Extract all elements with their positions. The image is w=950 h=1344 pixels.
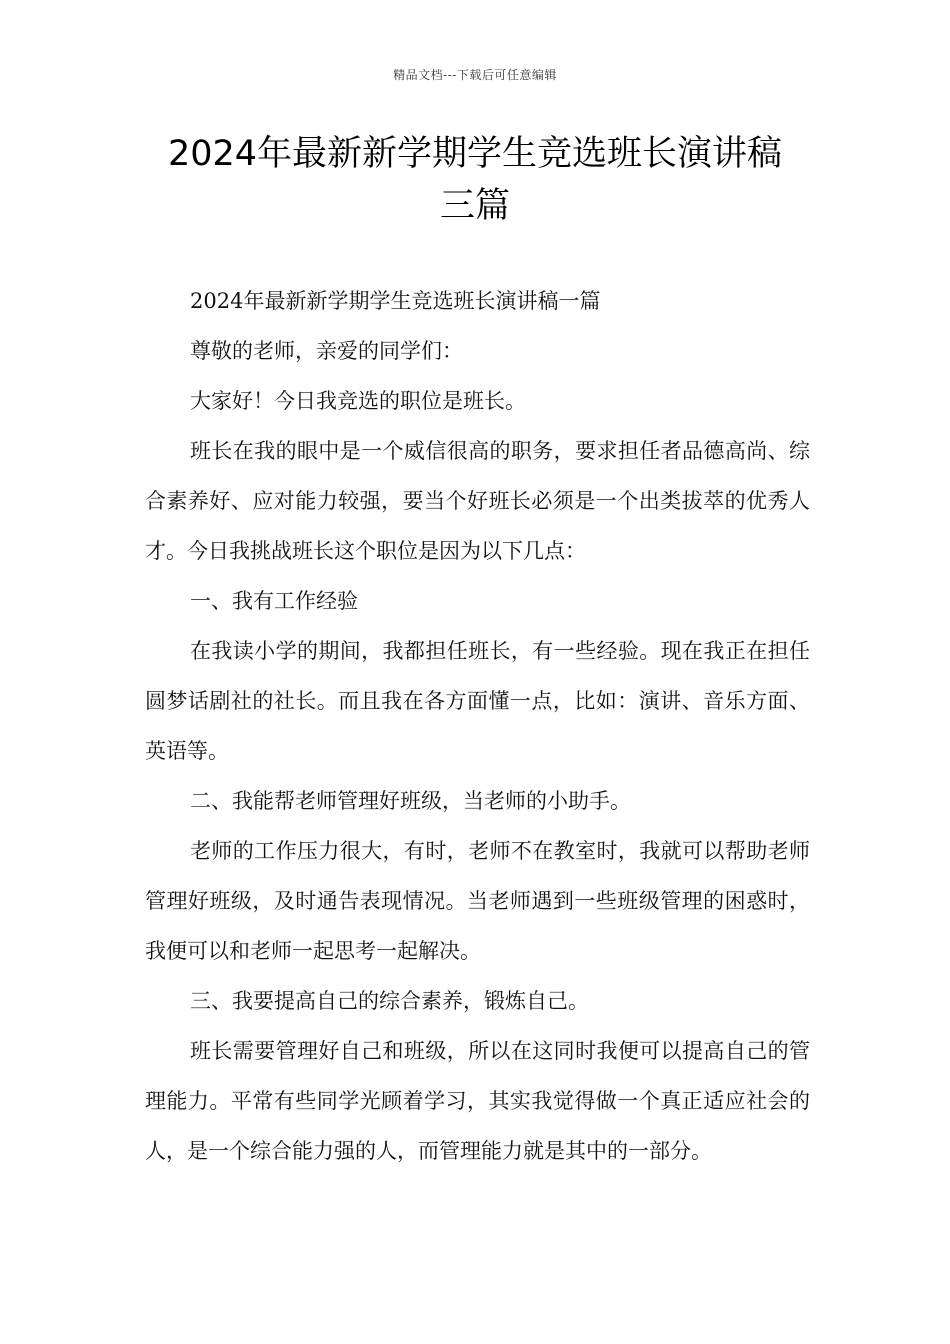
salutation: 尊敬的老师，亲爱的同学们： — [190, 339, 463, 363]
document-title — [100, 128, 850, 232]
section-heading-speech-one: 2024年最新新学期学生竞选班长演讲稿一篇 — [190, 289, 601, 313]
greeting: 大家好！今日我竞选的职位是班长。 — [190, 389, 526, 413]
title-line-1: 2024年最新新学期学生竞选班长演讲稿 — [167, 134, 783, 174]
point-heading-2: 二、我能帮老师管理好班级，当老师的小助手。 — [190, 789, 631, 813]
document-body — [145, 276, 810, 1176]
paragraph-growth: 班长需要管理好自己和班级，所以在这同时我便可以提高自己的管理能力。平常有些同学光顾着学习，其实我觉得做一个真正适应社会的人，是一个综合能力强的人，而管理能力就是其中的一部分。 — [145, 1039, 810, 1163]
paragraph-experience: 在我读小学的期间，我都担任班长，有一些经验。现在我正在担任圆梦话剧社的社长。而且我在各方面懂一点，比如：演讲、音乐方面、英语等。 — [145, 639, 810, 763]
paragraph-helper: 老师的工作压力很大，有时，老师不在教室时，我就可以帮助老师管理好班级，及时通告表现情况。当老师遇到一些班级管理的困惑时，我便可以和老师一起思考一起解决。 — [145, 839, 810, 963]
point-heading-1: 一、我有工作经验 — [190, 589, 358, 613]
header-note: 精品文档---下载后可任意编辑 — [393, 68, 557, 82]
title-line-2: 三篇 — [439, 186, 510, 226]
point-heading-3: 三、我要提高自己的综合素养，锻炼自己。 — [190, 989, 589, 1013]
paragraph-intro: 班长在我的眼中是一个威信很高的职务，要求担任者品德高尚、综合素养好、应对能力较强，要当个好班长必须是一个出类拔萃的优秀人才。今日我挑战班长这个职位是因为以下几点： — [145, 439, 810, 563]
